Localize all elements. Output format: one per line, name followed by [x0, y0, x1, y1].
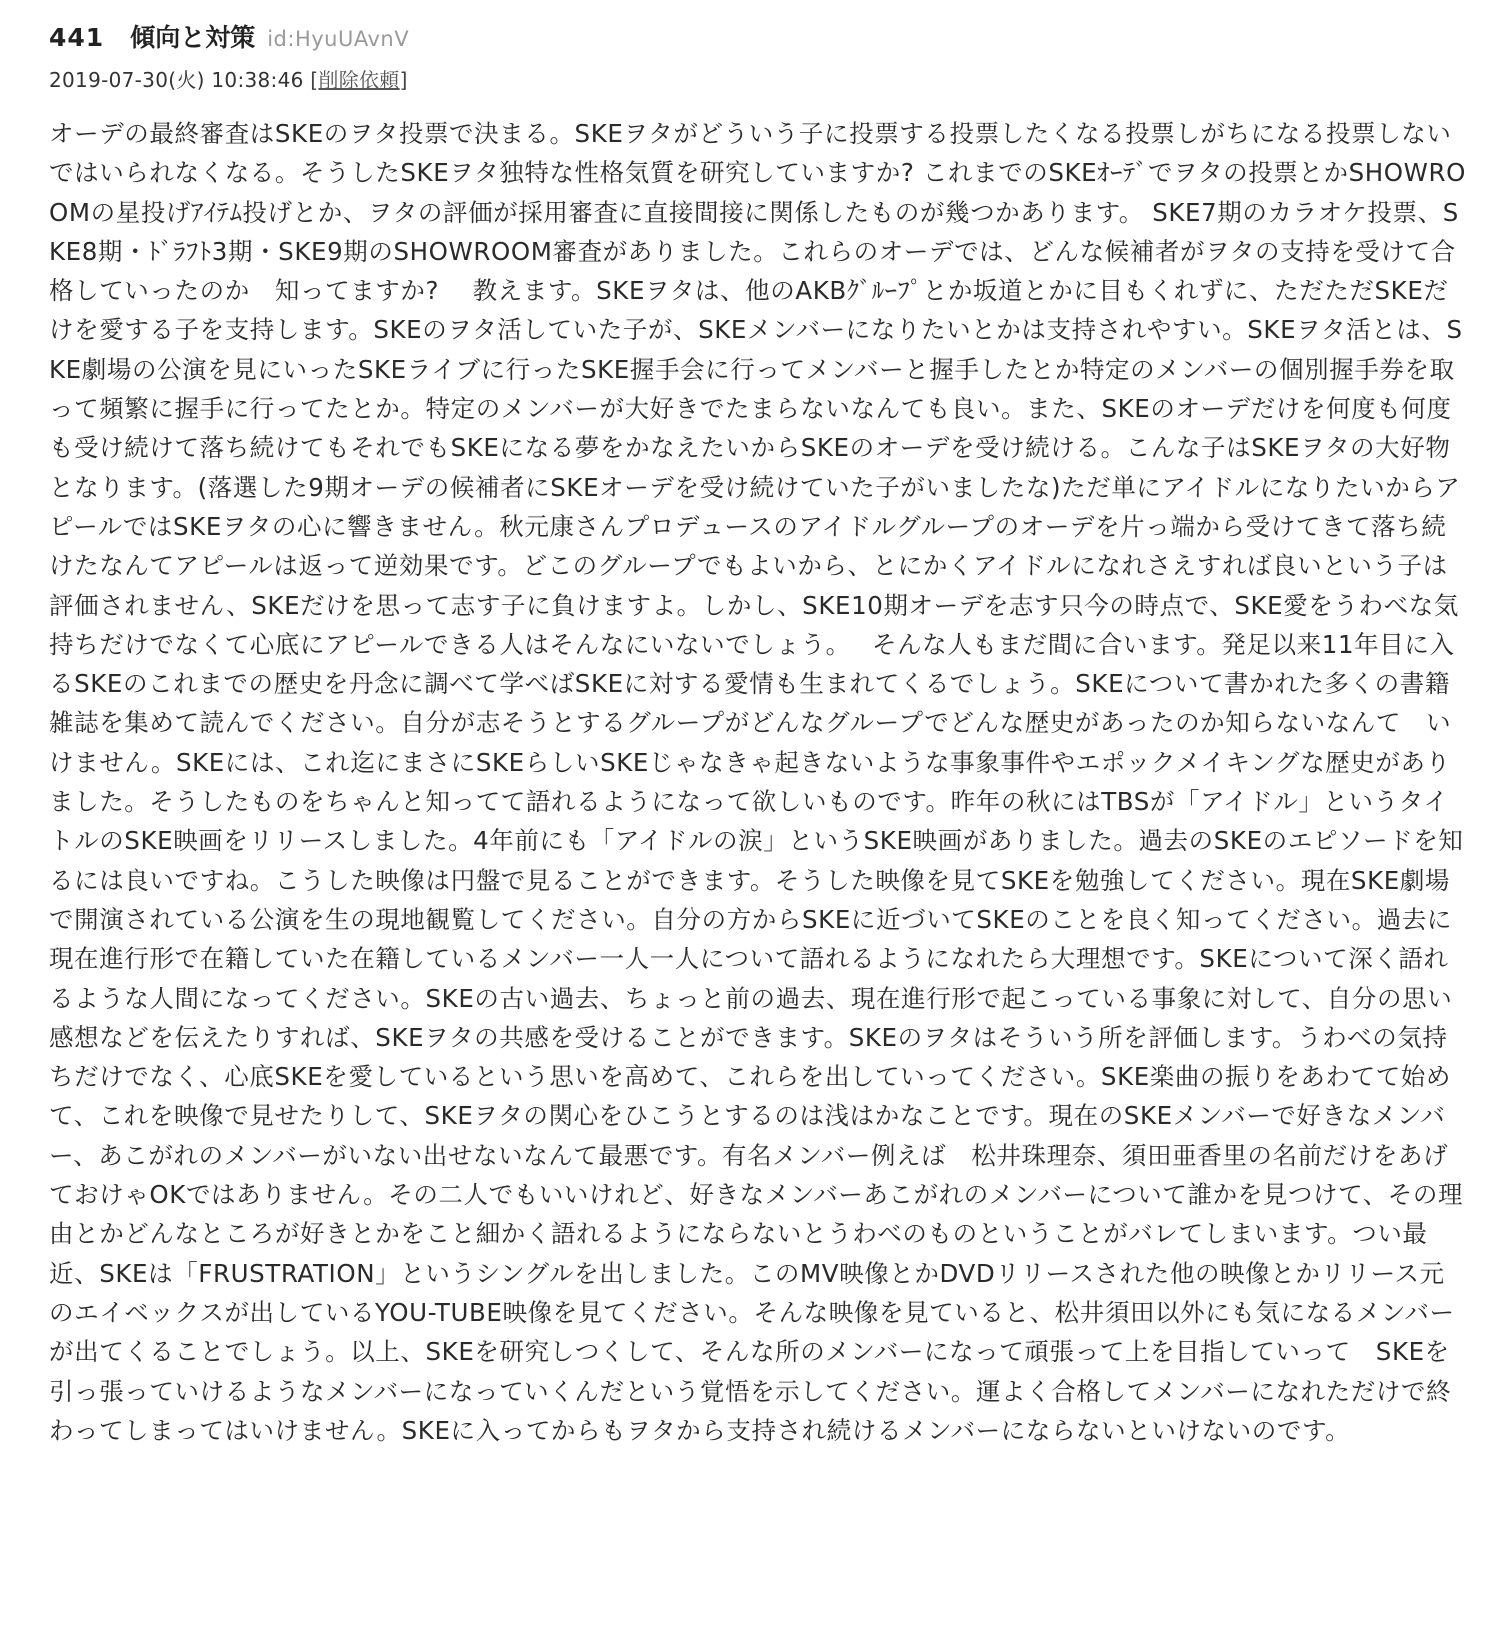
delete-bracket-open: [ — [310, 68, 319, 92]
post-body: オーデの最終審査はSKEのヲタ投票で決まる。SKEヲタがどういう子に投票する投票したくなる投票しがちになる投票しないではいられなくなる。そうしたSKEヲタ独特な性格気質を研究していますか? これまでのSKEｵｰﾃﾞでヲタの投票とかSHOWROOMの星投げｱｲﾃﾑ投げとか、ヲタの評価が採用審査に直接間接に関係したものが幾つかあります。 SKE7期のカラオケ投票、SKE8期・ﾄﾞﾗﾌﾄ3期・SKE9期のSHOWROOM審査がありました。これらのオーデでは、どんな候補者がヲタの支持を受けて合格していったのか 知ってますか? 教えます。SKEヲタは、他のAKBｸﾞﾙｰﾌﾟとか坂道とかに目もくれずに、ただただSKEだけを愛する子を支持します。SKEのヲタ活していた子が、SKEメンバーになりたいとかは支持されやすい。SKEヲタ活とは、SKE劇場の公演を見にいったSKEライブに行ったSKE握手会に行ってメンバーと握手したとか特定のメンバーの個別握手券を取って頻繁に握手に行ってたとか。特定のメンバーが大好きでたまらないなんても良い。また、SKEのオーデだけを何度も何度も受け続けて落ち続けてもそれでもSKEになる夢をかなえたいからSKEのオーデを受け続ける。こんな子はSKEヲタの大好物となります。(落選した9期オーデの候補者にSKEオーデを受け続けていた子がいましたな)ただ単にアイドルになりたいからアピールではSKEヲタの心に響きません。秋元康さんプロデュースのアイドルグループのオーデを片っ端から受けてきて落ち続けたなんてアピールは返って逆効果です。どこのグループでもよいから、とにかくアイドルになれさえすれば良いという子は評価されません、SKEだけを思って志す子に負けますよ。しかし、SKE10期オーデを志す只今の時点で、SKE愛をうわべな気持ちだけでなくて心底にアピールできる人はそんなにいないでしょう。 そんな人もまだ間に合います。発足以来11年目に入るSKEのこれまでの歴史を丹念に調べて学べばSKEに対する愛情も生まれてくるでしょう。SKEについて書かれた多くの書籍雑誌を集めて読んでください。自分が志そうとするグループがどんなグループでどんな歴史があったのか知らないなんて いけません。SKEには、これ迄にまさにSKEらしいSKEじゃなきゃ起きないような事象事件やエポックメイキングな歴史がありました。そうしたものをちゃんと知ってて語れるようになって欲しいものです。昨年の秋にはTBSが「アイドル」というタイトルのSKE映画をリリースしました。4年前にも「アイドルの涙」というSKE映画がありました。過去のSKEのエピソードを知るには良いですね。こうした映像は円盤で見ることができます。そうした映像を見てSKEを勉強してください。現在SKE劇場で開演されている公演を生の現地観覧してください。自分の方からSKEに近づいてSKEのことを良く知ってください。過去に現在進行形で在籍していた在籍しているメンバー一人一人について語れるようになれたら大理想です。SKEについて深く語れるような人間になってください。SKEの古い過去、ちょっと前の過去、現在進行形で起こっている事象に対して、自分の思い感想などを伝えたりすれば、SKEヲタの共感を受けることができます。SKEのヲタはそういう所を評価します。うわべの気持ちだけでなく、心底SKEを愛しているという思いを高めて、これらを出していってください。SKE楽曲の振りをあわてて始めて、これを映像で見せたりして、SKEヲタの関心をひこうとするのは浅はかなことです。現在のSKEメンバーで好きなメンバー、あこがれのメンバーがいない出せないなんて最悪です。有名メンバー例えば 松井珠理奈、須田亜香里の名前だけをあげておけゃOKではありません。その二人でもいいけれど、好きなメンバーあこがれのメンバーについて誰かを見つけて、その理由とかどんなところが好きとかをこと細かく語れるようにならないとうわべのものということがバレてしまいます。つい最近、SKEは「FRUSTRATION」というシングルを出しました。このMV映像とかDVDリリースされた他の映像とかリリース元のエイベックスが出しているYOU-TUBE映像を見てください。そんな映像を見ていると、松井須田以外にも気になるメンバーが出てくることでしょう。以上、SKEを研究しつくして、そんな所のメンバーになって頑張って上を目指していって SKEを引っ張っていけるようなメンバーになっていくんだという覚悟を示してください。運よく合格してメンバーになれただけで終わってしまってはいけません。SKEに入ってからもヲタから支持され続けるメンバーにならないといけないのです。 — [49, 119, 1466, 1445]
post-author-name: 傾向と対策 — [130, 23, 256, 52]
post-number[interactable]: 441 — [49, 23, 105, 52]
post-meta — [49, 62, 1470, 102]
post-user-id: id:HyuUAvnV — [267, 27, 410, 51]
delete-request-link[interactable]: 削除依頼 — [318, 68, 400, 92]
post-datetime: 2019-07-30(火) 10:38:46 — [49, 68, 304, 92]
delete-bracket-close: ] — [399, 68, 408, 92]
post-header — [49, 18, 1470, 62]
delete-request — [310, 68, 407, 92]
